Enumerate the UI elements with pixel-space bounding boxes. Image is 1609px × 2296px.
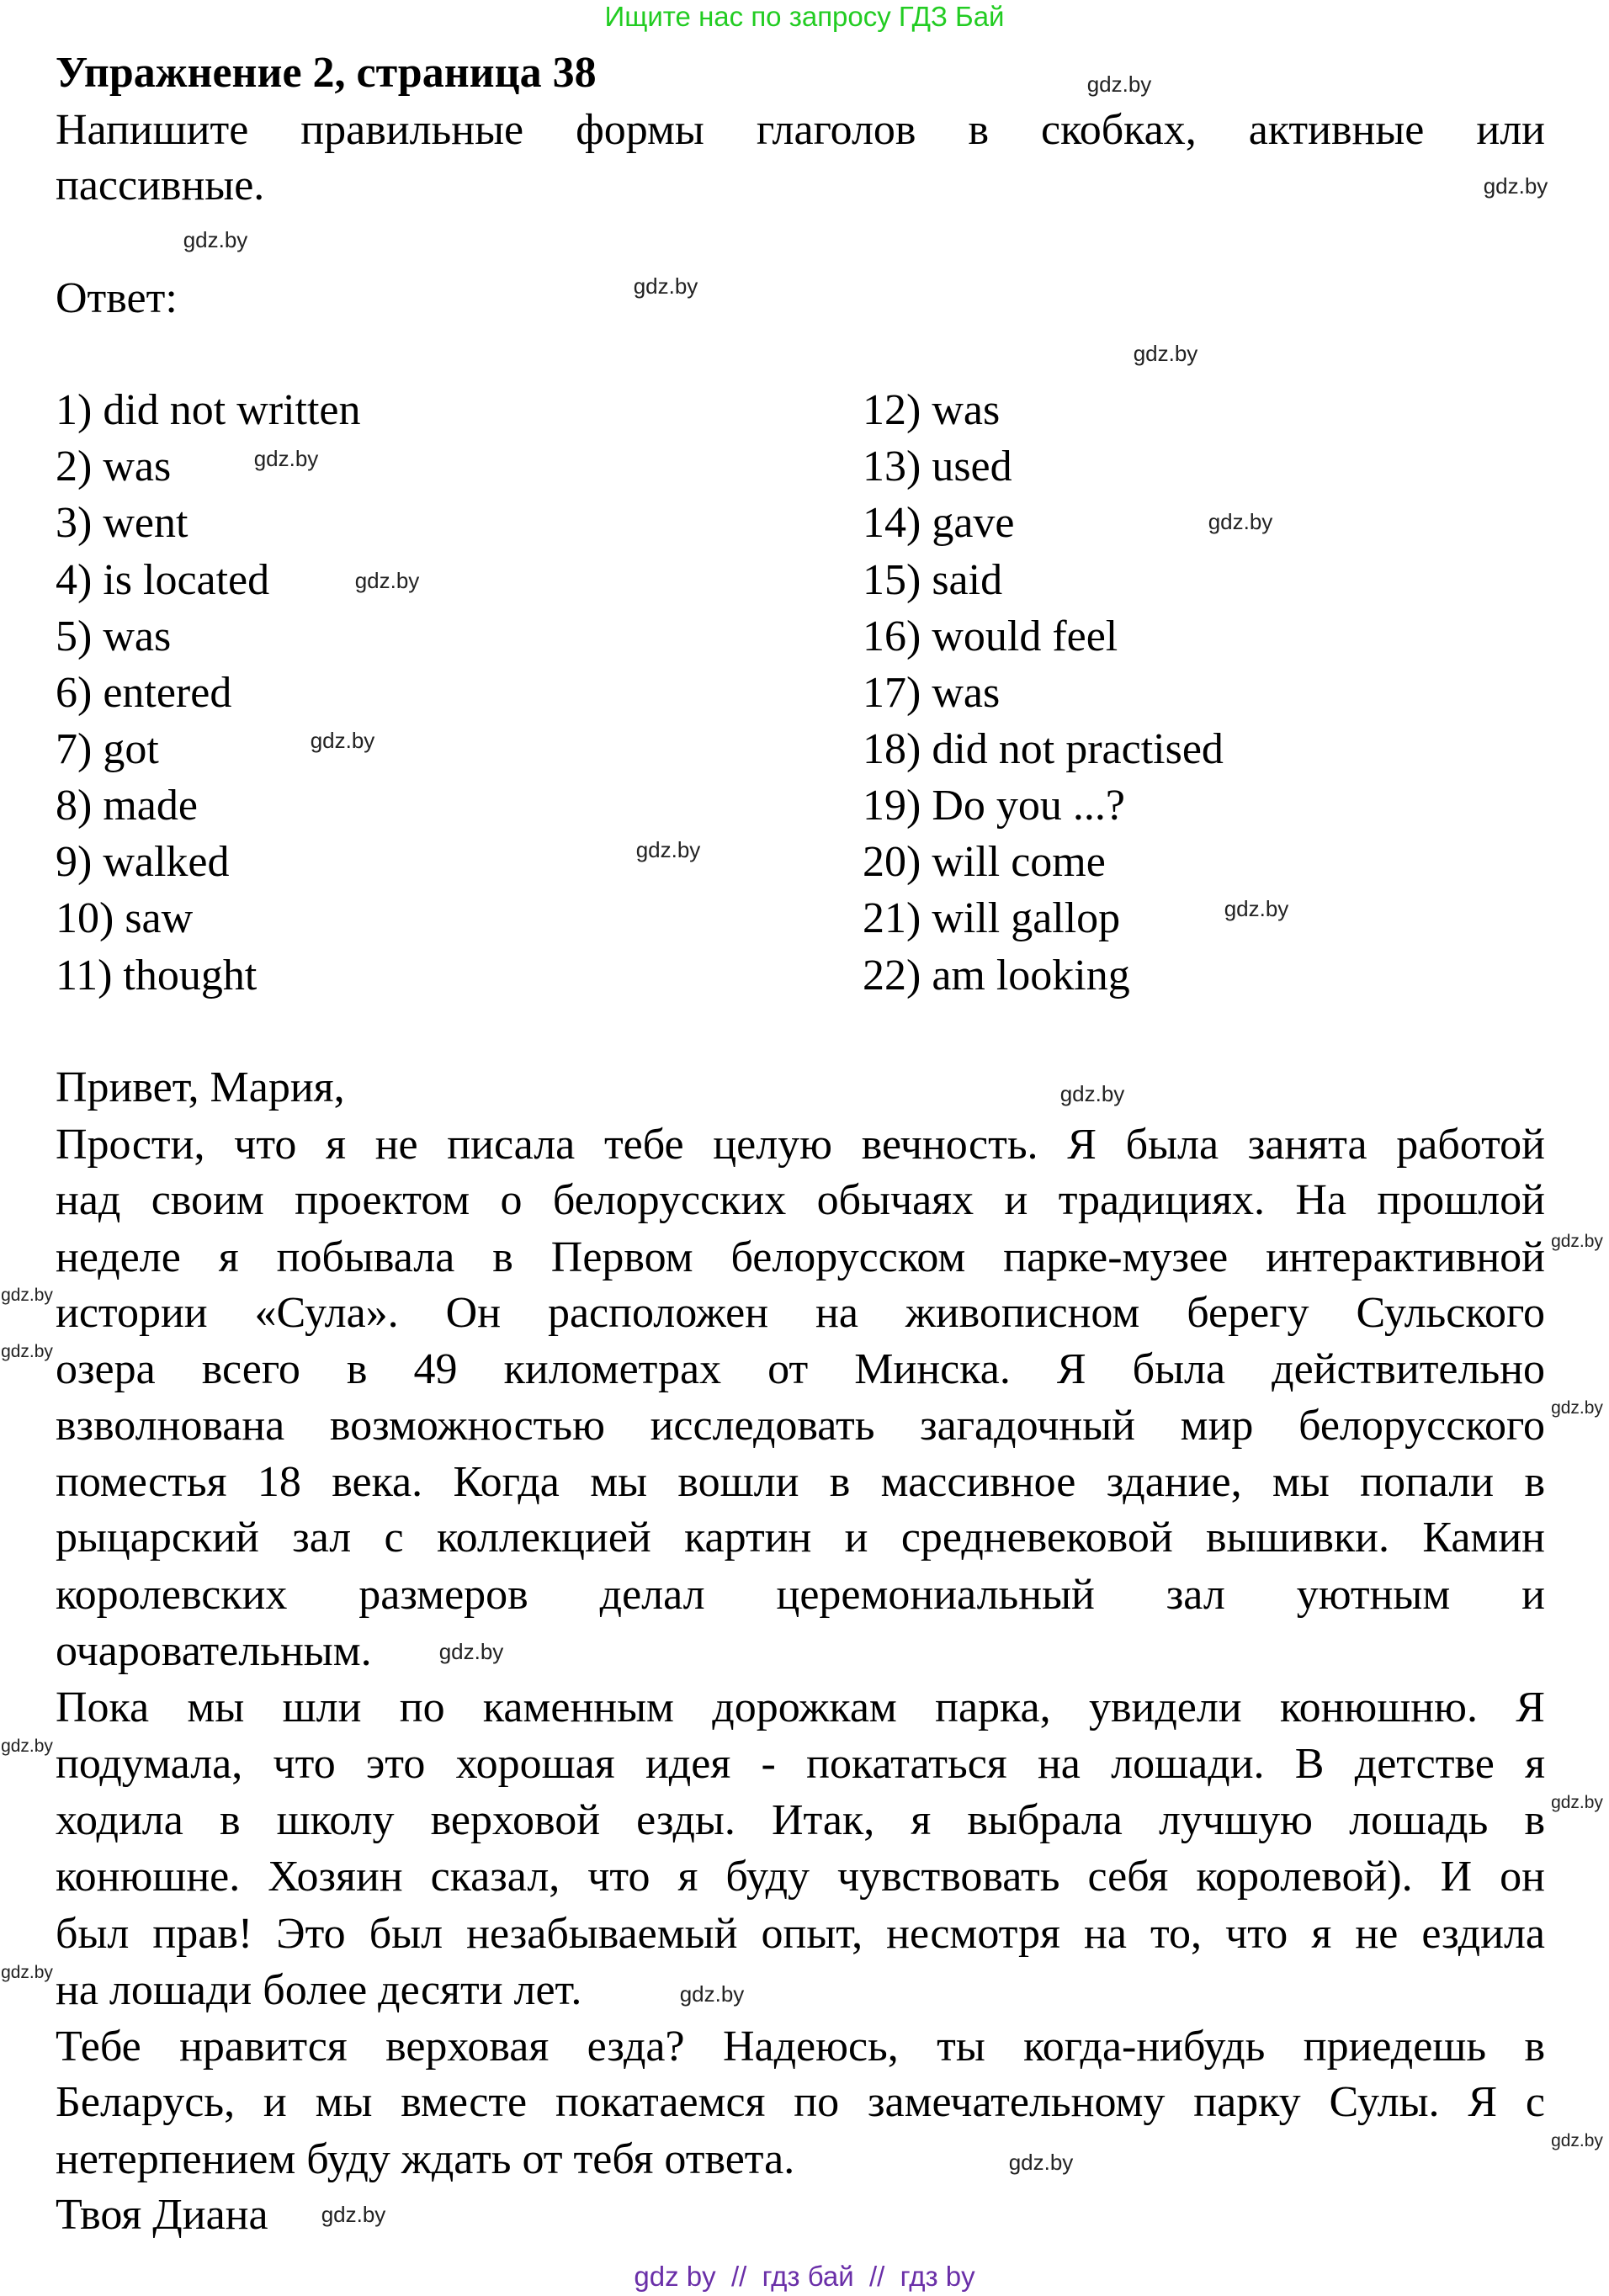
watermark: gdz.by [354, 568, 420, 593]
watermark: gdz.by [1059, 1081, 1125, 1106]
letter-line: взволнована возможностью исследовать загадочный мир белорусского [56, 1402, 1545, 1450]
letter-line: подумала, что это хорошая идея - покататься на лошади. В детстве я [56, 1740, 1545, 1788]
answer-item: 21) will gallop [863, 894, 1121, 942]
watermark: gdz.by [1551, 2131, 1603, 2150]
answer-item: 16) would feel [863, 612, 1118, 660]
letter-line: был прав! Это был незабываемый опыт, несмотря на то, что я не ездила [56, 1910, 1545, 1958]
answer-item: 15) said [863, 556, 1003, 604]
letter-line: королевских размеров делал церемониальный зал уютным и [56, 1571, 1545, 1619]
watermark: gdz.by [1133, 341, 1198, 366]
answer-item: 1) did not written [56, 386, 361, 434]
letter-line: Пока мы шли по каменным дорожкам парка, увидели конюшню. Я [56, 1684, 1545, 1731]
watermark: gdz.by [1551, 1232, 1603, 1251]
letter-signature: Твоя Диана [56, 2191, 268, 2239]
letter-line: Беларусь, и мы вместе покатаемся по замечательному парку Сулы. Я с [56, 2078, 1545, 2126]
answer-label: Ответ: [56, 274, 178, 322]
answer-item: 13) used [863, 443, 1012, 490]
answer-item: 7) got [56, 725, 159, 773]
answer-item: 3) went [56, 499, 189, 547]
answer-item: 11) thought [56, 952, 258, 1000]
page-title: Упражнение 2, страница 38 [56, 49, 597, 97]
watermark: gdz.by [1008, 2150, 1074, 2175]
answer-item: 4) is located [56, 556, 270, 604]
letter-line: озера всего в 49 километрах от Минска. Я была действительно [56, 1345, 1545, 1393]
answer-item: 17) was [863, 669, 1001, 717]
watermark: gdz.by [1551, 1398, 1603, 1418]
letter-line: рыцарский зал с коллекцией картин и средневековой вышивки. Камин [56, 1514, 1545, 1562]
watermark: gdz.by [1086, 72, 1152, 97]
letter-line: конюшне. Хозяин сказал, что я буду чувствовать себя королевой). И он [56, 1853, 1545, 1901]
watermark: gdz.by [1, 1342, 53, 1361]
letter-line: на лошади более десяти лет. [56, 1966, 582, 2014]
answer-item: 12) was [863, 386, 1001, 434]
letter-line: неделе я побывала в Первом белорусском парке-музее интерактивной [56, 1233, 1545, 1281]
answer-item: 22) am looking [863, 952, 1130, 1000]
letter-line: ходила в школу верховой езды. Итак, я выбрала лучшую лошадь в [56, 1796, 1545, 1844]
answer-item: 5) was [56, 612, 172, 660]
watermark: gdz.by [1, 1286, 53, 1305]
letter-line: истории «Сула». Он расположен на живописном берегу Сульского [56, 1289, 1545, 1337]
letter-line: очаровательным. [56, 1627, 372, 1675]
watermark: gdz.by [310, 728, 375, 753]
task-line: Напишите правильные формы глаголов в скобках, активные или [56, 106, 1545, 154]
watermark: gdz.by [1551, 1793, 1603, 1812]
letter-line: нетерпением буду ждать от тебя ответа. [56, 2135, 795, 2183]
letter-line: Тебе нравится верховая езда? Надеюсь, ты когда-нибудь приедешь в [56, 2023, 1545, 2071]
answer-item: 20) will come [863, 838, 1106, 886]
letter-line: поместья 18 века. Когда мы вошли в массивное здание, мы попали в [56, 1458, 1545, 1506]
answer-item: 9) walked [56, 838, 230, 886]
letter-line: Прости, что я не писала тебе целую вечность. Я была занята работой [56, 1121, 1545, 1169]
answer-item: 14) gave [863, 499, 1015, 547]
watermark: gdz.by [1, 1963, 53, 1982]
watermark: gdz.by [1483, 173, 1548, 199]
watermark: gdz.by [633, 273, 698, 299]
letter-line: над своим проектом о белорусских обычаях и традициях. На прошлой [56, 1176, 1545, 1224]
watermark: gdz.by [1208, 509, 1273, 534]
watermark: gdz.by [635, 837, 701, 862]
answer-item: 10) saw [56, 894, 194, 942]
watermark: gdz.by [1224, 896, 1289, 921]
task-line: пассивные. [56, 162, 265, 209]
answer-item: 19) Do you ...? [863, 782, 1125, 830]
answer-item: 8) made [56, 782, 198, 830]
watermark: gdz.by [321, 2202, 386, 2227]
search-banner: Ищите нас по запросу ГДЗ Бай [604, 1, 1005, 32]
watermark: gdz.by [438, 1639, 504, 1664]
answer-item: 2) was [56, 443, 172, 490]
watermark: gdz.by [679, 1981, 745, 2007]
answer-item: 18) did not practised [863, 725, 1224, 773]
watermark: gdz.by [183, 227, 248, 252]
watermark: gdz.by [253, 446, 319, 471]
letter-greeting: Привет, Мария, [56, 1063, 345, 1111]
answer-item: 6) entered [56, 669, 232, 717]
watermark: gdz.by [1, 1737, 53, 1756]
footer-links[interactable]: gdz by // гдз бай // гдз by [634, 2261, 975, 2292]
